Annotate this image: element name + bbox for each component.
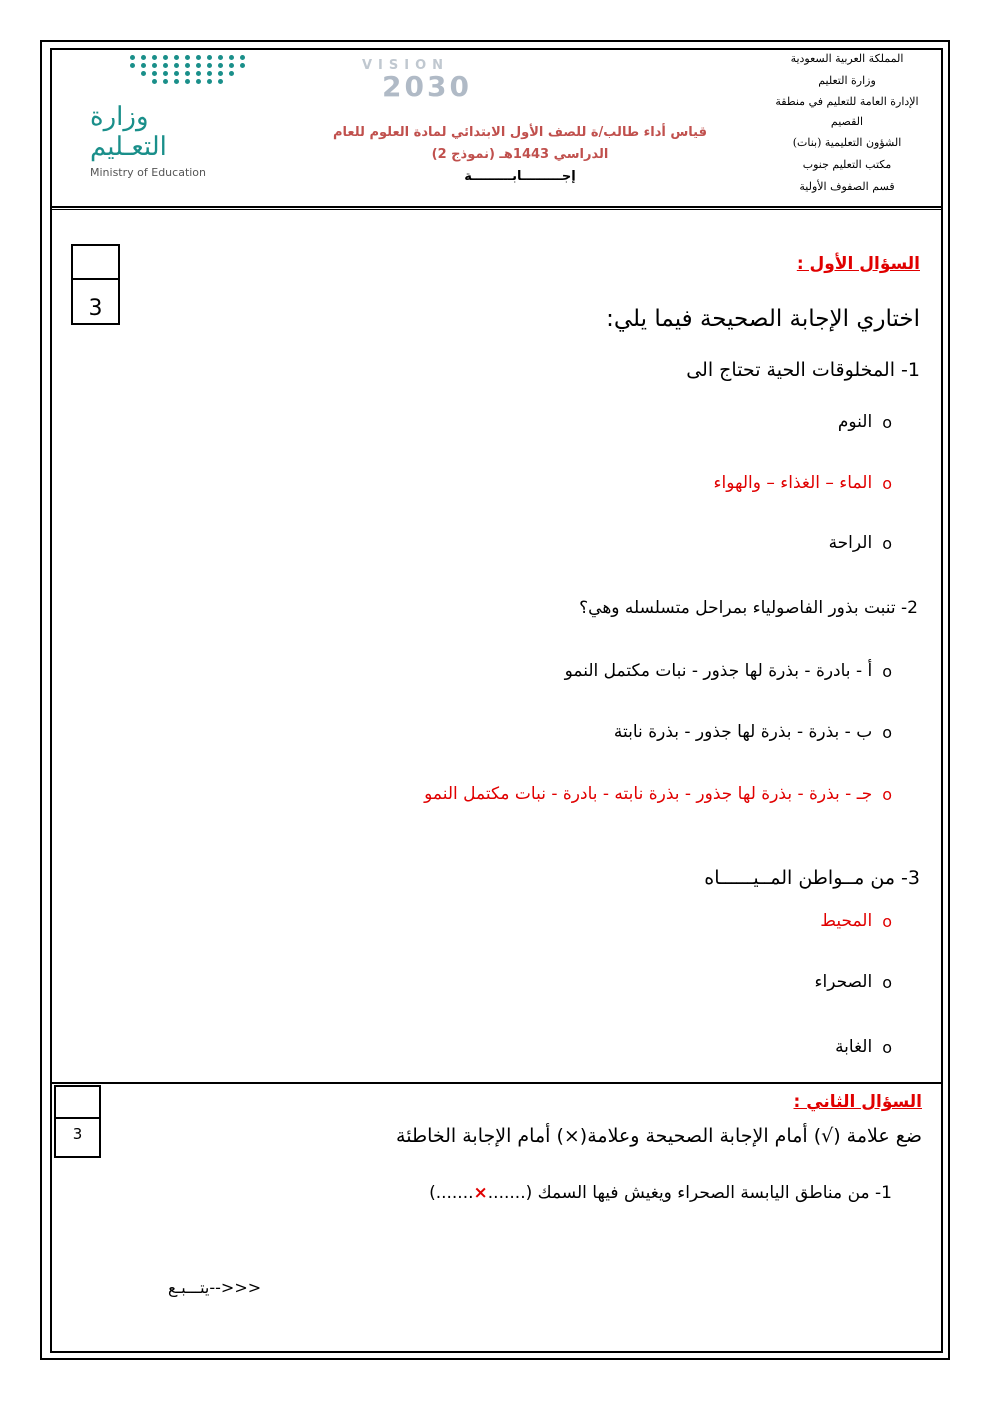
q2-dots: .......) <box>429 1183 474 1203</box>
option-text: الراحة <box>828 533 873 553</box>
ministry-name-ar: وزارة التعـليم <box>90 102 167 162</box>
title-line-3: إجـــــــــابـــــــــة <box>464 169 576 184</box>
org-line: قسم الصفوف الأولية <box>799 180 895 193</box>
title-line-2: الدراسي 1443هـ (نموذج 2) <box>431 147 609 162</box>
q1-item-2: 2- تنبت بذور الفاصولياء بمراحل متسلسله وهي؟ <box>579 598 918 618</box>
option <box>814 972 892 992</box>
header-divider <box>50 206 943 210</box>
option-correct <box>424 784 892 804</box>
option <box>838 412 892 432</box>
q1-instruction: اختاري الإجابة الصحيحة فيما يلي: <box>606 306 920 332</box>
q2-heading: السؤال الثاني : <box>793 1092 922 1112</box>
title-line-1: قياس أداء طالب/ة للصف الأول الابتدائي لمادة العلوم للعام <box>333 125 707 140</box>
vision-year: 2030 <box>382 70 472 103</box>
cross-mark-icon: × <box>473 1183 488 1203</box>
q2-dots: ....... <box>487 1183 526 1203</box>
q2-score-box <box>54 1085 101 1158</box>
bullet-icon: o <box>882 911 892 931</box>
option-text: أ - بادرة - بذرة لها جذور - نبات مكتمل النمو <box>564 661 873 681</box>
q1-heading: السؤال الأول : <box>796 254 920 274</box>
q2-item-text: 1- من مناطق اليابسة الصحراء ويغيش فيها السمك ( <box>525 1183 892 1203</box>
option <box>835 1037 892 1057</box>
org-line: الشؤون التعليمية (بنات) <box>792 136 902 149</box>
option-text: ب - بذرة - بذرة لها جذور - بذرة نابتة <box>613 722 873 742</box>
bullet-icon: o <box>882 972 892 992</box>
option-text: المحيط <box>820 911 873 931</box>
ministry-name-en: Ministry of Education <box>90 166 207 179</box>
q1-score: 3 <box>88 296 103 321</box>
org-line: المملكة العربية السعودية <box>790 52 904 65</box>
option-text: الماء – الغذاء – والهواء <box>713 473 873 493</box>
ministry-logo <box>85 55 225 179</box>
bullet-icon: o <box>882 784 892 804</box>
q1-item-3: 3- من مــواطن المــيــــــاه <box>704 867 920 889</box>
q2-score: 3 <box>72 1125 83 1143</box>
option-text: النوم <box>837 412 873 432</box>
q2-instruction: ضع علامة (√) أمام الإجابة الصحيحة وعلامة(×) أمام الإجابة الخاطئة <box>396 1125 922 1147</box>
organization-block <box>772 48 922 198</box>
org-line: الإدارة العامة للتعليم في منطقة القصيم <box>775 95 919 128</box>
option <box>614 722 892 742</box>
bullet-icon: o <box>882 661 892 681</box>
ministry-dots-icon <box>130 55 260 84</box>
option-text: جـ - بذرة - بذرة لها جذور - بذرة نابته - بادرة - نبات مكتمل النمو <box>424 784 873 804</box>
bullet-icon: o <box>882 1037 892 1057</box>
bullet-icon: o <box>882 722 892 742</box>
option-text: الصحراء <box>814 972 873 992</box>
option <box>829 533 892 553</box>
inner-frame <box>50 48 943 1353</box>
bullet-icon: o <box>882 412 892 432</box>
bullet-icon: o <box>882 533 892 553</box>
option-correct <box>820 911 892 931</box>
option <box>565 661 892 681</box>
vision-2030-logo <box>362 58 522 102</box>
option-text: الغابة <box>835 1037 873 1057</box>
bullet-icon: o <box>882 473 892 493</box>
q2-item-1 <box>429 1183 892 1203</box>
continue-label: يتـــبـع-->>> <box>168 1278 262 1297</box>
vision-label: VISION <box>362 58 450 73</box>
org-line: وزارة التعليم <box>818 74 876 87</box>
q1-score-box <box>71 244 120 325</box>
org-line: مكتب التعليم جنوب <box>802 158 892 171</box>
section-divider <box>50 1082 943 1084</box>
exam-title <box>330 122 710 188</box>
q1-item-1: 1- المخلوقات الحية تحتاج الى <box>686 359 920 381</box>
option-correct <box>713 473 892 493</box>
